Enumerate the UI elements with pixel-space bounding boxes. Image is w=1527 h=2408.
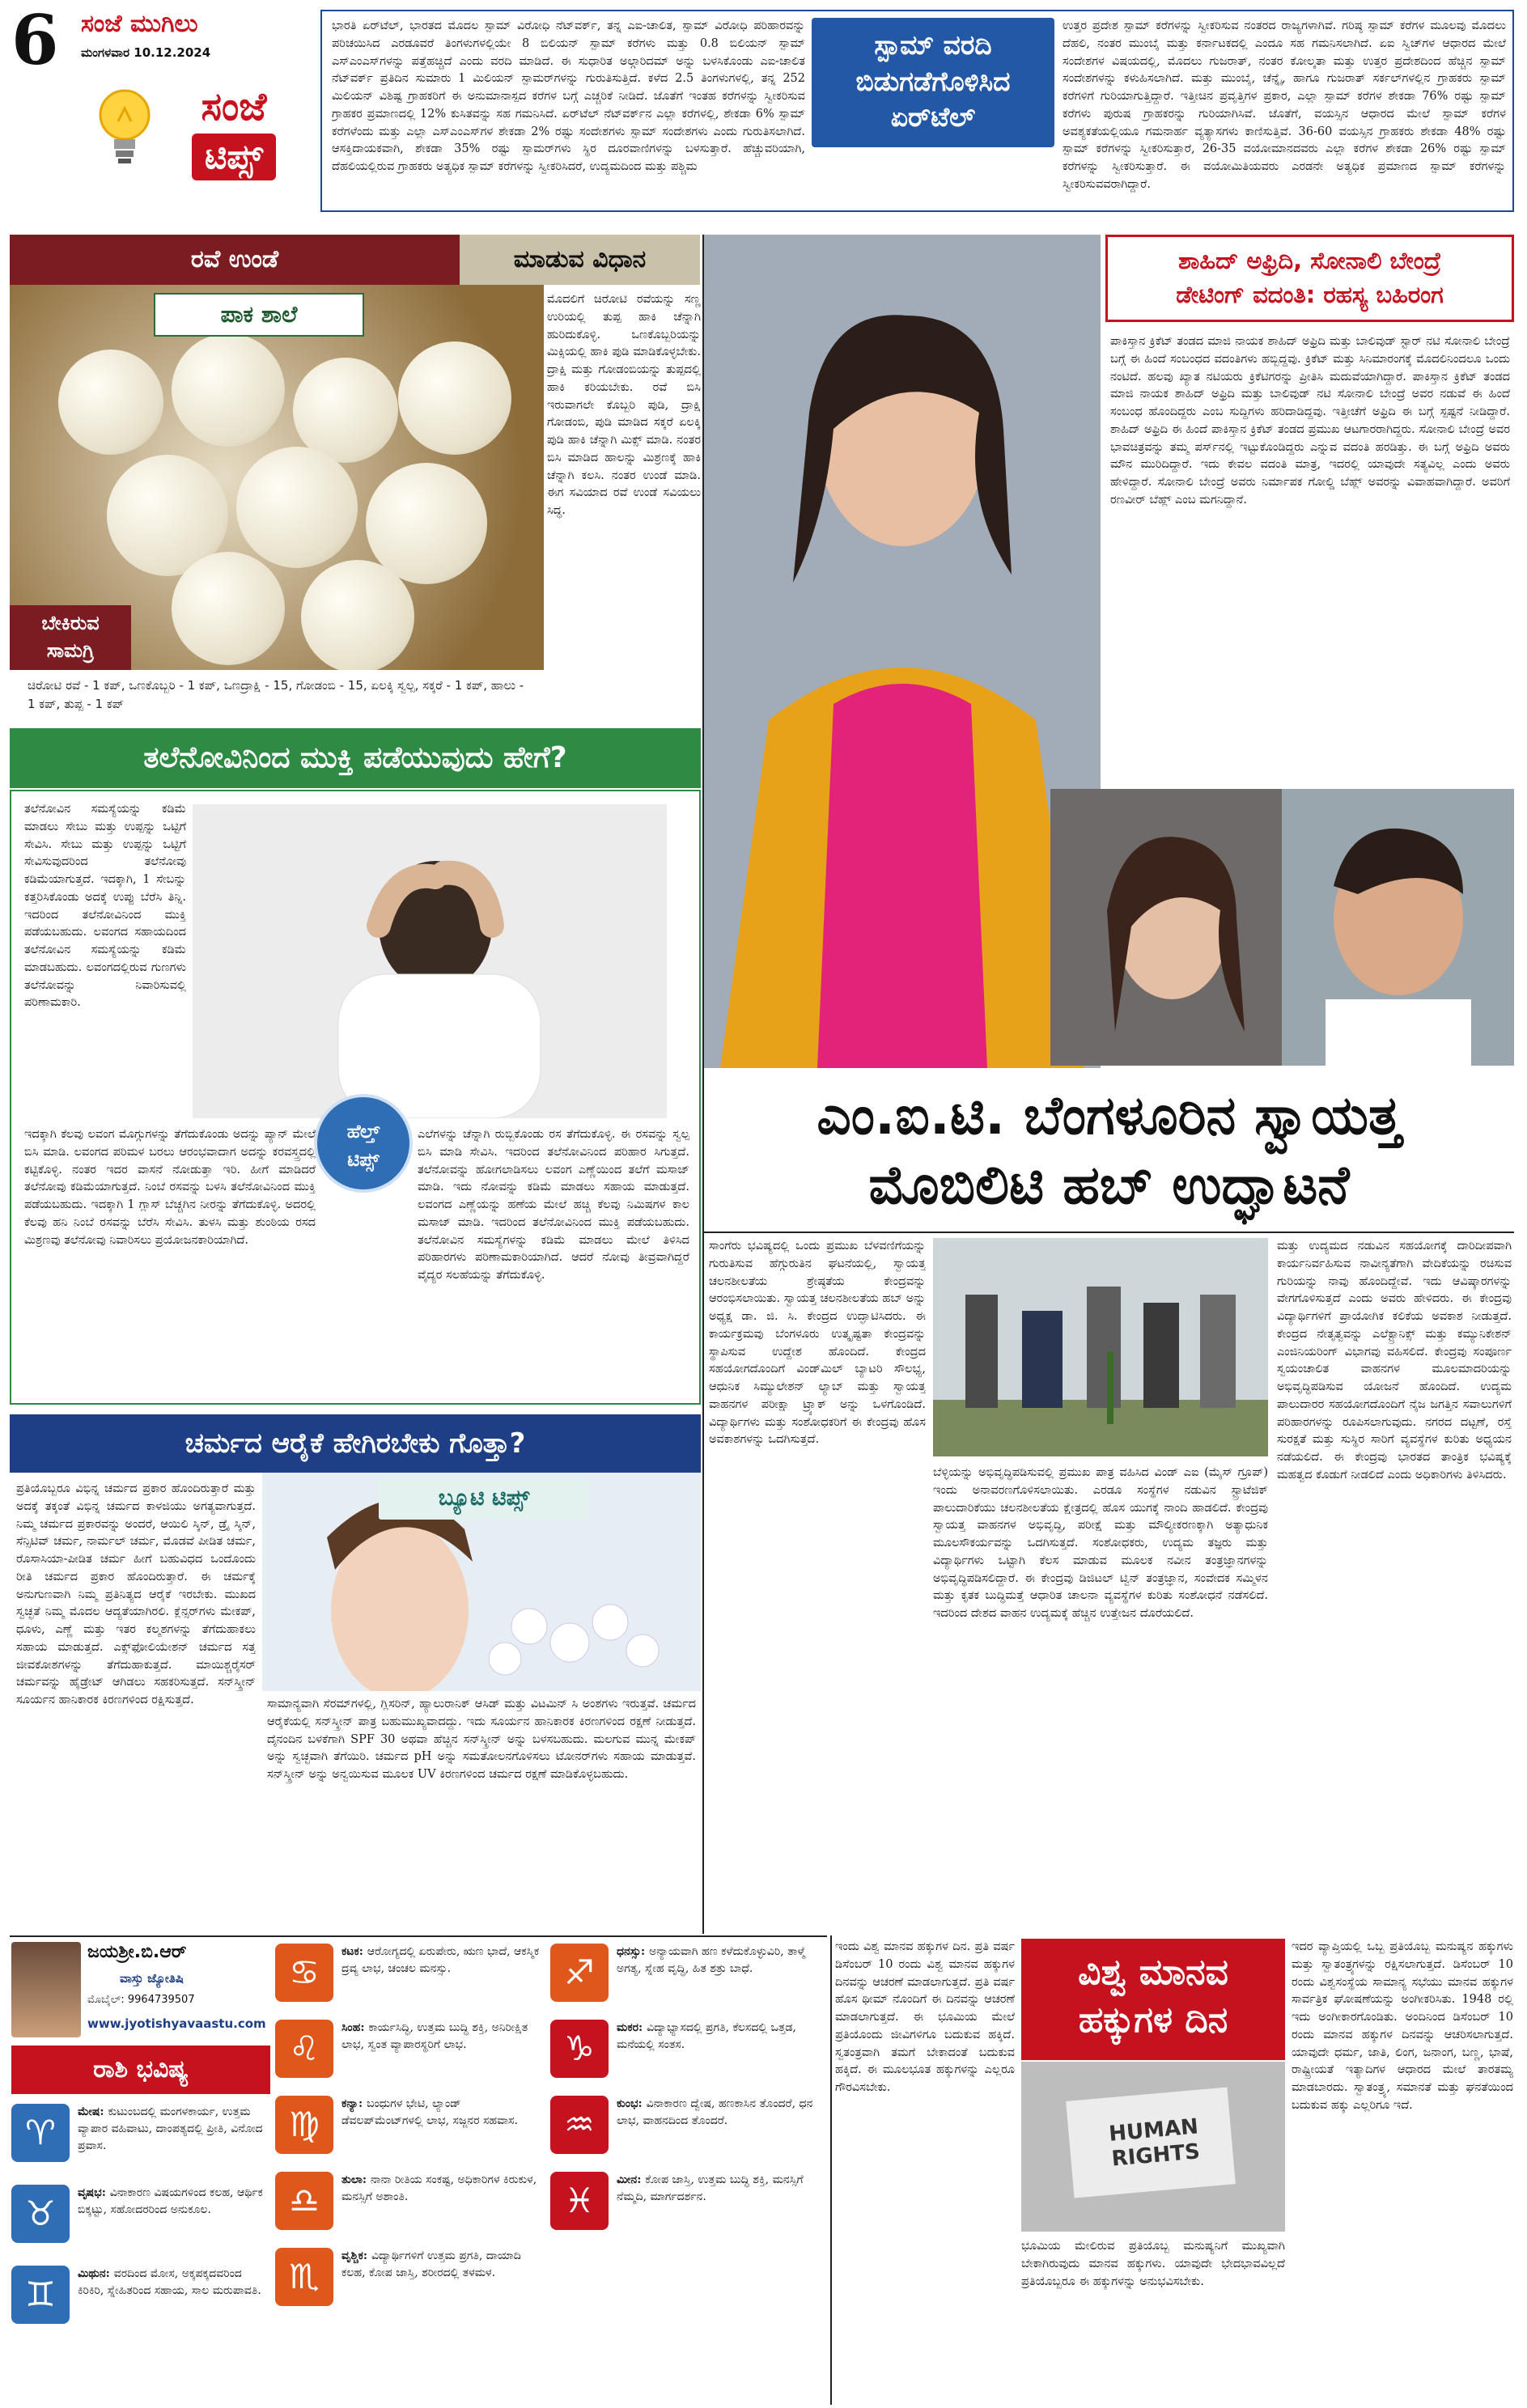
- zodiac-prediction: ವಿನಾಕಾರಣ ವಿಷಯಗಳಿಂದ ಕಲಹ, ಆರ್ಥಿಕ ಬಿಕ್ಕಟ್ಟು, ಸಹೋದರರಿಂದ ಅನುಕೂಲ.: [78, 2186, 263, 2216]
- zodiac-prediction: ವರದಿಂದ ಮೋಸ, ಅಕ್ಕಪಕ್ಕದವರಿಂದ ಕಿರಿಕಿರಿ, ಸ್ನೇಹಿತರಿಂದ ಸಹಾಯ, ಸಾಲ ಮರುಪಾವತಿ.: [78, 2267, 261, 2297]
- astrologer-name: ಜಯಶ್ರೀ.ಬಿ.ಆರ್: [87, 1942, 187, 1962]
- ingredients-list: ಚಿರೋಟಿ ರವೆ - 1 ಕಪ್, ಒಣಕೊಬ್ಬರಿ - 1 ಕಪ್, ಒಣದ್ರಾಕ್ಷಿ - 15, ಗೋಡಂಬಿ - 15, ಏಲಕ್ಕಿ ಸ್ವಲ್ಪ, ಸಕ್ಕರೆ - 1 ಕಪ್, ಹಾಲು - 1 ಕಪ್, ತುಪ್ಪ - 1 ಕಪ್: [10, 673, 544, 719]
- zodiac-icon: ♐: [550, 1944, 609, 2002]
- zodiac-name: ಕಟಕ:: [341, 1945, 367, 1958]
- zodiac-name: ಮಿಥುನ:: [78, 2267, 114, 2280]
- column-divider: [830, 1935, 832, 2405]
- zodiac-text: [617, 2096, 819, 2167]
- headache-col-2: ಎಲೆಗಳನ್ನು ಚೆನ್ನಾಗಿ ರುಬ್ಬಿಕೊಂಡು ರಸ ತೆಗೆದುಕೊಳ್ಳಿ. ಈ ರಸವನ್ನು ಸ್ವಲ್ಪ ಬಿಸಿ ಮಾಡಿ ಸೇವಿಸಿ. ಇದರಿಂದ ತಲೆನೋವಿನಿಂದ ಪರಿಹಾರ ಸಿಗುತ್ತದೆ. ತಲೆನೋವನ್ನು ಹೋಗಲಾಡಿಸಲು ಲವಂಗ ಎಣ್ಣೆಯಿಂದ ತಲೆಗೆ ಮಸಾಜ್ ಮಾಡಿ. ಇದು ನೋವನ್ನು ಕಡಿಮೆ ಮಾಡಲು ಸಹಾಯ ಮಾಡುತ್ತದೆ. ಲವಂಗದ ಎಣ್ಣೆಯನ್ನು ಹಣೆಯ ಮೇಲೆ ಹಚ್ಚಿ ಕೆಲವು ನಿಮಿಷಗಳ ಕಾಲ ಮಸಾಜ್ ಮಾಡಿ. ಇದರಿಂದ ತಲೆನೋವಿನಿಂದ ಮುಕ್ತಿ ಪಡೆಯಬಹುದು. ತಲೆನೋವಿನ ಸಮಸ್ಯೆಗಳನ್ನು ಕಡಿಮೆ ಮಾಡಲು ಮೇಲೆ ತಿಳಿಸಿದ ಪರಿಹಾರಗಳು ಪರಿಣಾಮಕಾರಿಯಾಗಿದೆ. ಆದರೆ ನೋವು ತೀವ್ರವಾಗಿದ್ದರೆ ವೈದ್ಯರ ಸಲಹೆಯನ್ನು ತೆಗೆದುಕೊಳ್ಳಿ.: [418, 1128, 689, 1282]
- paper-name: ಸಂಜೆ ಮುಗಿಲು: [81, 10, 198, 38]
- ingredients-label-l1: ಬೇಕಿರುವ: [41, 612, 100, 634]
- zodiac-name: ಮೀನ:: [617, 2173, 646, 2186]
- ait-headline-l2: ಮೊಬಿಲಿಟಿ ಹಬ್ ಉದ್ಘಾಟನೆ: [868, 1153, 1350, 1216]
- zodiac-name: ಮಕರ:: [617, 2021, 647, 2034]
- skin-col-2: ಸಾಮಾನ್ಯವಾಗಿ ಸೆರಮ್‌ಗಳಲ್ಲಿ, ಗ್ಲಿಸರಿನ್, ಹ್ಯಾಲುರಾನಿಕ್ ಆಸಿಡ್ ಮತ್ತು ವಿಟಮಿನ್ ಸಿ ಅಂಶಗಳು ಇರುತ್ತವೆ. ಚರ್ಮದ ಆರೈಕೆಯಲ್ಲಿ ಸನ್‌ಸ್ಕ್ರೀನ್ ಪಾತ್ರ ಬಹುಮುಖ್ಯವಾದದ್ದು. ಇದು ಸೂರ್ಯನ ಹಾನಿಕಾರಕ ಕಿರಣಗಳಿಂದ ರಕ್ಷಣೆ ನೀಡುತ್ತದೆ. ದೈನಂದಿನ ಬಳಕೆಗಾಗಿ SPF 30 ಅಥವಾ ಹೆಚ್ಚಿನ ಸನ್‌ಸ್ಕ್ರೀನ್ ಅನ್ನು ಬಳಸಬಹುದು. ಮಲಗುವ ಮುನ್ನ ಮೇಕಪ್ ಅನ್ನು ಸ್ವಚ್ಛವಾಗಿ ತೆಗೆಯಿರಿ. ಚರ್ಮದ pH ಅನ್ನು ಸಮತೋಲನಗೊಳಿಸಲು ಟೋನರ್‌ಗಳು ಸಹಾಯ ಮಾಡುತ್ತವೆ. ಸನ್‌ಸ್ಕ್ರೀನ್ ಅನ್ನು ಅನ್ವಯಿಸುವ ಮೂಲಕ UV ಕಿರಣಗಳಿಂದ ಚರ್ಮದ ರಕ್ಷಣೆ ಮಾಡಿಕೊಳ್ಳಬಹುದು.: [267, 1698, 696, 1781]
- zodiac-icon: ♋: [275, 1944, 333, 2002]
- human-rights-col-1: ಇಂದು ವಿಶ್ವ ಮಾನವ ಹಕ್ಕುಗಳ ದಿನ. ಪ್ರತಿ ವರ್ಷ ಡಿಸೆಂಬರ್ 10 ರಂದು ವಿಶ್ವ ಮಾನವ ಹಕ್ಕುಗಳ ದಿನವನ್ನು ಆಚರಣೆ ಮಾಡಲಾಗುತ್ತದೆ. ಪ್ರತಿ ವರ್ಷ ಹೊಸ ಥೀಮ್ ನೊಂದಿಗೆ ಈ ದಿನವನ್ನು ಆಚರಣೆ ಮಾಡಲಾಗುತ್ತದೆ. ಈ ಭೂಮಿಯ ಮೇಲೆ ಪ್ರತಿಯೊಂದು ಜೀವಿಗಳಿಗೂ ಬದುಕುವ ಹಕ್ಕಿದೆ. ಸ್ವತಂತ್ರವಾಗಿ ತಮಗೆ ಬೇಕಾದಂತೆ ಬದುಕುವ ಹಕ್ಕಿದೆ. ಈ ಮೂಲಭೂತ ಹಕ್ಕುಗಳನ್ನು ಎಲ್ಲರೂ ಗೌರವಿಸಬೇಕು.: [835, 1940, 1015, 2094]
- ait-col-3: ಮತ್ತು ಉದ್ಯಮದ ನಡುವಿನ ಸಹಯೋಗಕ್ಕೆ ದಾರಿದೀಪವಾಗಿ ಕಾರ್ಯನಿರ್ವಹಿಸುವ ನಾವೀನ್ಯತೆಗಾಗಿ ವೇದಿಕೆಯನ್ನು ರಚಿಸುವ ಗುರಿಯನ್ನು ನಾವು ಹೊಂದಿದ್ದೇವೆ. ಇದು ಆವಿಷ್ಕಾರಗಳನ್ನು ವೇಗಗೊಳಿಸುತ್ತದೆ ಎಂದು ಅವರು ಹೇಳಿದರು. ಈ ಕೇಂದ್ರವು ವಿದ್ಯಾರ್ಥಿಗಳಿಗೆ ಪ್ರಾಯೋಗಿಕ ಕಲಿಕೆಯ ಅವಕಾಶ ನೀಡುತ್ತದೆ. ಕೇಂದ್ರದ ನೇತೃತ್ವವನ್ನು ಎಲೆಕ್ಟ್ರಾನಿಕ್ಸ್ ಮತ್ತು ಕಮ್ಯುನಿಕೇಶನ್ ಎಂಜಿನಿಯರಿಂಗ್ ವಿಭಾಗವು ವಹಿಸಲಿದೆ. ಕೇಂದ್ರವು ಸಂಪೂರ್ಣ ಸ್ವಯಂಚಾಲಿತ ವಾಹನಗಳ ಮೂಲಮಾದರಿಯನ್ನು ಅಭಿವೃದ್ಧಿಪಡಿಸುವ ಯೋಜನೆ ಹೊಂದಿದೆ. ಉದ್ಯಮ ಪಾಲುದಾರರ ಸಹಯೋಗದೊಂದಿಗೆ ನೈಜ ಜಗತ್ತಿನ ಸವಾಲುಗಳಿಗೆ ಪರಿಹಾರಗಳನ್ನು ರೂಪಿಸಲಾಗುವುದು. ನಗರದ ದಟ್ಟಣೆ, ರಸ್ತೆ ಸುರಕ್ಷತೆ ಮತ್ತು ಸುಸ್ಥಿರ ಸಾರಿಗೆ ವ್ಯವಸ್ಥೆಗಳ ಕುರಿತು ಅಧ್ಯಯನ ನಡೆಯಲಿದೆ. ಈ ಕೇಂದ್ರವು ಭಾರತದ ತಾಂತ್ರಿಕ ಭವಿಷ್ಯಕ್ಕೆ ಮಹತ್ವದ ಕೊಡುಗೆ ನೀಡಲಿದೆ ಎಂದು ಅಧಿಕಾರಿಗಳು ತಿಳಿಸಿದರು.: [1277, 1240, 1512, 1482]
- zodiac-prediction: ಬಂಧುಗಳ ಭೇಟಿ, ಲ್ಯಾಂಡ್ ಡೆವಲಪ್‌ಮೆಂಟ್‌ಗಳಲ್ಲಿ ಲಾಭ, ಸಜ್ಜನರ ಸಹವಾಸ.: [341, 2097, 518, 2127]
- airtel-col-1: ಭಾರತಿ ಏರ್‌ಟೆಲ್, ಭಾರತದ ಮೊದಲ ಸ್ಪಾಮ್ ವಿರೋಧಿ ನೆಟ್‌ವರ್ಕ್, ತನ್ನ ಎಐ-ಚಾಲಿತ, ಸ್ಪಾಮ್ ವಿರೋಧಿ ಪರಿಹಾರವನ್ನು ಪರಿಚಯಿಸಿದ ಎರಡೂವರೆ ತಿಂಗಳುಗಳಲ್ಲಿಯೇ 8 ಬಿಲಿಯನ್ ಸ್ಪಾಮ್ ಕರೆಗಳು ಮತ್ತು 0.8 ಬಿಲಿಯನ್ ಸ್ಪಾಮ್ ಎಸ್‌ಎಂಎಸ್‌ಗಳನ್ನು ಪತ್ತೆಹಚ್ಚಿದೆ ಎಂದು ವರದಿ ಮಾಡಿದೆ. ಈ ಸುಧಾರಿತ ಅಲ್ಗಾರಿದಮ್ ಅನ್ನು ಬಳಸಿಕೊಂಡು ಎಐ-ಚಾಲಿತ ನೆಟ್‌ವರ್ಕ್ ಪ್ರತಿದಿನ ಸುಮಾರು 1 ಮಿಲಿಯನ್ ಸ್ಪಾಮರ್‌ಗಳನ್ನು ಗುರುತಿಸುತ್ತಿದೆ. ಕಳೆದ 2.5 ತಿಂಗಳುಗಳಲ್ಲಿ, ತನ್ನ 252 ಮಿಲಿಯನ್ ವಿಶಿಷ್ಟ ಗ್ರಾಹಕರಿಗೆ ಈ ಅನುಮಾನಾಸ್ಪದ ಕರೆಗಳ ಬಗ್ಗೆ ಎಚ್ಚರಿಕೆ ನೀಡಿದೆ. ಜೊತೆಗೆ ಇಂತಹ ಕರೆಗಳನ್ನು ಸ್ವೀಕರಿಸುವ ಗ್ರಾಹಕರ ಪ್ರಮಾಣದಲ್ಲಿ 12% ಕುಸಿತವನ್ನು ಸಹ ಗಮನಿಸಿದೆ. ಏರ್‌ಟೆಲ್ ನೆಟ್‌ವರ್ಕ್‌ನ ಎಲ್ಲಾ ಕರೆಗಳಲ್ಲಿ, ಶೇಕಡಾ 6% ಸ್ಪಾಮ್ ಕರೆಗಳೆಂದು ಮತ್ತು ಎಲ್ಲಾ ಎಸ್‌ಎಂಎಸ್‌ಗಳ ಶೇಕಡಾ 2% ರಷ್ಟು ಸಂದೇಶಗಳು ಸ್ಪಾಮ್ ಸಂದೇಶಗಳು ಎಂದು ಗುರುತಿಸಲಾಗಿದೆ. ಆಸಕ್ತಿದಾಯಕವಾಗಿ, ಶೇಕಡಾ 35% ರಷ್ಟು ಸ್ಪಾಮರ್‌ಗಳು ಸ್ಥಿರ ದೂರವಾಣಿಗಳನ್ನು ಬಳಸುತ್ತಾರೆ. ಹೆಚ್ಚುವರಿಯಾಗಿ, ದೆಹಲಿಯಲ್ಲಿರುವ ಗ್ರಾಹಕರು ಅತ್ಯಧಿಕ ಸ್ಪಾಮ್ ಕರೆಗಳನ್ನು ಸ್ವೀಕರಿಸಿದರೆ, ಉದ್ಯಮದಿಂದ ಮತ್ತು ಪಶ್ಚಿಮ: [332, 19, 805, 173]
- zodiac-icon: ♍: [275, 2096, 333, 2154]
- zodiac-prediction: ಆರೋಗ್ಯದಲ್ಲಿ ಏರುಪೇರು, ಋಣ ಭಾದೆ, ಆಕಸ್ಮಿಕ ದ್ರವ್ಯ ಲಾಭ, ಚಂಚಲ ಮನಸ್ಸು.: [341, 1945, 540, 1975]
- zodiac-prediction: ವಿದ್ಯಾರ್ಥಿಗಳಿಗೆ ಉತ್ತಮ ಪ್ರಗತಿ, ದಾಯಾದಿ ಕಲಹ, ಕೋಪ ಜಾಸ್ತಿ, ಶರೀರದಲ್ಲಿ ತಳಮಳ.: [341, 2249, 521, 2279]
- headache-col-1b: ಇದಕ್ಕಾಗಿ ಕೆಲವು ಲವಂಗ ಮೊಗ್ಗುಗಳನ್ನು ತೆಗೆದುಕೊಂಡು ಅದನ್ನು ಪ್ಯಾನ್ ಮೇಲೆ ಬಿಸಿ ಮಾಡಿ. ಲವಂಗದ ಪರಿಮಳ ಬರಲು ಆರಂಭವಾದಾಗ ಅದನ್ನು ಕರವಸ್ತ್ರದಲ್ಲಿ ಕಟ್ಟಿಕೊಳ್ಳಿ. ನಂತರ ಇದರ ವಾಸನೆ ನೋಡುತ್ತಾ ಇರಿ. ಹೀಗೆ ಮಾಡಿದರೆ ತಲೆನೋವು ಕಡಿಮೆಯಾಗುತ್ತದೆ. ನಿಂಬೆ ರಸವನ್ನು ಬಳಸಿ ತಲೆನೋವಿನಿಂದ ಮುಕ್ತಿ ಪಡೆಯಬಹುದು. ಇದಕ್ಕಾಗಿ 1 ಗ್ಲಾಸ್ ಬೆಚ್ಚಗಿನ ನೀರನ್ನು ತೆಗೆದುಕೊಳ್ಳಿ. ಅದರಲ್ಲಿ ಕೆಲವು ಹನಿ ನಿಂಬೆ ರಸವನ್ನು ಬೆರೆಸಿ ಸೇವಿಸಿ. ತುಳಸಿ ಮತ್ತು ಶುಂಠಿಯ ರಸದ ಮಿಶ್ರಣವು ತಲೆನೋವು ನಿವಾರಿಸಲು ಪ್ರಯೋಜನಕಾರಿಯಾಗಿದೆ.: [24, 1128, 316, 1247]
- airtel-headline: [812, 18, 1054, 147]
- skin-headline: ಚರ್ಮದ ಆರೈಕೆ ಹೇಗಿರಬೇಕು ಗೊತ್ತಾ?: [10, 1414, 701, 1473]
- zodiac-name: ಮೇಷ:: [78, 2105, 108, 2118]
- afridi-headline-l2: ಡೇಟಿಂಗ್ ವದಂತಿ: ರಹಸ್ಯ ಬಹಿರಂಗ: [1176, 281, 1444, 309]
- section-divider: [704, 1232, 1514, 1233]
- zodiac-text: [78, 2185, 264, 2256]
- ait-headline-l1: ಎಂ.ಐ.ಟಿ. ಬೆಂಗಳೂರಿನ ಸ್ವಾಯತ್ತ: [817, 1084, 1402, 1147]
- inauguration-photo: [933, 1238, 1268, 1456]
- zodiac-name: ಕುಂಭ:: [617, 2097, 647, 2110]
- zodiac-text: [617, 1944, 819, 2015]
- zodiac-icon: ♑: [550, 2020, 609, 2078]
- ait-col-1: ಸಾಂಗೆರು ಭವಿಷ್ಯದಲ್ಲಿ ಒಂದು ಪ್ರಮುಖ ಬೆಳವಣಿಗೆಯನ್ನು ಗುರುತಿಸುವ ಹೆಗ್ಗುರುತಿನ ಘಟನೆಯಲ್ಲಿ, ಸ್ವಾಯತ್ತ ಚಲನಶೀಲತೆಯ ಶ್ರೇಷ್ಠತೆಯ ಕೇಂದ್ರವನ್ನು ಆರಂಭಿಸಲಾಯಿತು. ಸ್ವಾಯತ್ತ ಚಲನಶೀಲತೆಯ ಹಬ್ ಅನ್ನು ಅಧ್ಯಕ್ಷ ಡಾ. ಜಿ. ಸಿ. ಕೇಂದ್ರದ ಉದ್ಘಾಟಿಸಿದರು. ಈ ಕಾರ್ಯಕ್ರಮವು ಬೆಂಗಳೂರು ಉತ್ಕೃಷ್ಟತಾ ಕೇಂದ್ರವನ್ನು ಸ್ಥಾಪಿಸುವ ಉದ್ದೇಶ ಹೊಂದಿದೆ. ಕೇಂದ್ರದ ಸಹಯೋಗದೊಂದಿಗೆ ವಿಂಡ್‌ಮಿಲ್ ಬ್ಯಾಟರಿ ಸೌಲಭ್ಯ, ಆಧುನಿಕ ಸಿಮ್ಯುಲೇಶನ್ ಲ್ಯಾಬ್ ಮತ್ತು ಸ್ವಾಯತ್ತ ವಾಹನಗಳ ಪರೀಕ್ಷಾ ಟ್ರ್ಯಾಕ್ ಅನ್ನು ಒಳಗೊಂಡಿದೆ. ವಿದ್ಯಾರ್ಥಿಗಳು ಮತ್ತು ಸಂಶೋಧಕರಿಗೆ ಈ ಕೇಂದ್ರವು ಹೊಸ ಅವಕಾಶಗಳನ್ನು ಒದಗಿಸುತ್ತದೆ.: [709, 1240, 926, 1447]
- zodiac-name: ಧನಸ್ಸು:: [617, 1945, 650, 1958]
- section-badge: [165, 86, 303, 180]
- section-word-1: ಸಂಜೆ: [201, 84, 267, 129]
- ait-headline: [704, 1070, 1514, 1228]
- rava-method-label: ಮಾಡುವ ವಿಧಾನ: [460, 235, 700, 285]
- astrologer-photo: [11, 1942, 81, 2037]
- ait-col-2: ಬೆಳ್ಳಿಯನ್ನು ಅಭಿವೃದ್ಧಿಪಡಿಸುವಲ್ಲಿ ಪ್ರಮುಖ ಪಾತ್ರ ವಹಿಸಿದ ವಿಂಡ್ ಎಐ (ಮೈಸ್ ಗ್ರೂಪ್) ಇಂದು ಅನಾವರಣಗೊಳಿಸಲಾಯಿತು. ಎರಡೂ ಸಂಸ್ಥೆಗಳ ನಡುವಿನ ಸ್ಟ್ರಾಟೆಜಿಕ್ ಪಾಲುದಾರಿಕೆಯು ಚಲನಶೀಲತೆಯ ಕ್ಷೇತ್ರದಲ್ಲಿ ಹೊಸ ಯುಗಕ್ಕೆ ನಾಂದಿ ಹಾಡಲಿದೆ. ಕೇಂದ್ರವು ಸ್ವಾಯತ್ತ ವಾಹನಗಳ ಅಭಿವೃದ್ಧಿ, ಪರೀಕ್ಷೆ ಮತ್ತು ಮೌಲ್ಯೀಕರಣಕ್ಕಾಗಿ ಅತ್ಯಾಧುನಿಕ ಮೂಲಸೌಕರ್ಯವನ್ನು ಒದಗಿಸುತ್ತದೆ. ಸಂಶೋಧಕರು, ಉದ್ಯಮ ತಜ್ಞರು ಮತ್ತು ವಿದ್ಯಾರ್ಥಿಗಳು ಒಟ್ಟಾಗಿ ಕೆಲಸ ಮಾಡುವ ಮೂಲಕ ನವೀನ ತಂತ್ರಜ್ಞಾನಗಳನ್ನು ಅಭಿವೃದ್ಧಿಪಡಿಸಲಿದ್ದಾರೆ. ಈ ಕೇಂದ್ರವು ಡಿಜಿಟಲ್ ಟ್ವಿನ್ ತಂತ್ರಜ್ಞಾನ, ಸಂವೇದಕ ಸಮ್ಮಿಳನ ಮತ್ತು ಕೃತಕ ಬುದ್ಧಿಮತ್ತೆ ಆಧಾರಿತ ಚಾಲನಾ ವ್ಯವಸ್ಥೆಗಳ ಕುರಿತು ಸಂಶೋಧನೆ ನಡೆಸಲಿದೆ. ಇದರಿಂದ ದೇಶದ ವಾಹನ ಉದ್ಯಮಕ್ಕೆ ಹೆಚ್ಚಿನ ಉತ್ತೇಜನ ದೊರೆಯಲಿದೆ.: [933, 1466, 1268, 1620]
- zodiac-icon: ♈: [11, 2104, 70, 2162]
- headache-col-1: ತಲೆನೋವಿನ ಸಮಸ್ಯೆಯನ್ನು ಕಡಿಮೆ ಮಾಡಲು ಸೇಬು ಮತ್ತು ಉಪ್ಪನ್ನು ಒಟ್ಟಿಗೆ ಸೇವಿಸಿ. ಸೇಬು ಮತ್ತು ಉಪ್ಪನ್ನು ಒಟ್ಟಿಗೆ ಸೇವಿಸುವುದರಿಂದ ತಲೆನೋವು ಕಡಿಮೆಯಾಗುತ್ತದೆ. ಇದಕ್ಕಾಗಿ, 1 ಸೇಬನ್ನು ಕತ್ತರಿಸಿಕೊಂಡು ಅದಕ್ಕೆ ಉಪ್ಪು ಬೆರೆಸಿ ತಿನ್ನಿ. ಇದರಿಂದ ತಲೆನೋವಿನಿಂದ ಮುಕ್ತಿ ಪಡೆಯಬಹುದು. ಲವಂಗದ ಸಹಾಯದಿಂದ ತಲೆನೋವಿನ ಸಮಸ್ಯೆಯನ್ನು ಕಡಿಮೆ ಮಾಡಬಹುದು. ಲವಂಗದಲ್ಲಿರುವ ಗುಣಗಳು ತಲೆನೋವನ್ನು ನಿವಾರಿಸುವಲ್ಲಿ ಪರಿಣಾಮಕಾರಿ.: [24, 803, 186, 1010]
- zodiac-text: [341, 2248, 544, 2319]
- afridi-article-text: ಪಾಕಿಸ್ತಾನ ಕ್ರಿಕೆಟ್ ತಂಡದ ಮಾಜಿ ನಾಯಕ ಶಾಹಿದ್ ಅಫ್ರಿದಿ ಮತ್ತು ಬಾಲಿವುಡ್ ಸ್ಟಾರ್ ನಟಿ ಸೋನಾಲಿ ಬೇಂದ್ರೆ ಬಗ್ಗೆ ಈ ಹಿಂದೆ ಸಂಬಂಧದ ವದಂತಿಗಳು ಹಬ್ಬಿದ್ದವು. ಕ್ರಿಕೆಟ್ ಮತ್ತು ಸಿನಿಮಾರಂಗಕ್ಕೆ ಮೊದಲಿನಿಂದಲೂ ಒಂದು ನಂಟಿದೆ. ಹಲವು ಖ್ಯಾತ ನಟಿಯರು ಕ್ರಿಕೆಟಿಗರನ್ನು ಪ್ರೀತಿಸಿ ಮದುವೆಯಾಗಿದ್ದಾರೆ. ಪಾಕಿಸ್ತಾನ ಕ್ರಿಕೆಟ್ ತಂಡದ ಮಾಜಿ ನಾಯಕ ಶಾಹಿದ್ ಅಫ್ರಿದಿ ಮತ್ತು ಬಾಲಿವುಡ್ ನಟಿ ಸೋನಾಲಿ ಬೇಂದ್ರೆ ಅವರ ನಡುವೆ ಈ ಹಿಂದೆ ಸಂಬಂಧ ಹೊಂದಿದ್ದರು ಎಂಬ ಸುದ್ದಿಗಳು ಹರಿದಾಡಿದ್ದವು. ಇತ್ತೀಚೆಗೆ ಅಫ್ರಿದಿ ಈ ಬಗ್ಗೆ ಸ್ಪಷ್ಟನೆ ನೀಡಿದ್ದಾರೆ. ಶಾಹಿದ್ ಅಫ್ರಿದಿ ಈ ಹಿಂದೆ ಪಾಕಿಸ್ತಾನ ಕ್ರಿಕೆಟ್ ತಂಡದ ಪ್ರಮುಖ ಆಟಗಾರರಾಗಿದ್ದರು. ಸೋನಾಲಿ ಬೇಂದ್ರೆ ಅವರ ಭಾವಚಿತ್ರವನ್ನು ತಮ್ಮ ಪರ್ಸ್‌ನಲ್ಲಿ ಇಟ್ಟುಕೊಂಡಿದ್ದರು ಎನ್ನುವ ವದಂತಿ ಹರಡಿತ್ತು. ಈ ಬಗ್ಗೆ ಅಫ್ರಿದಿ ಅವರು ಮೌನ ಮುರಿದಿದ್ದಾರೆ. ಇದು ಕೇವಲ ವದಂತಿ ಮಾತ್ರ, ಇದರಲ್ಲಿ ಯಾವುದೇ ಸತ್ಯವಿಲ್ಲ ಎಂದು ಅವರು ಹೇಳಿದ್ದಾರೆ. ಸೋನಾಲಿ ಬೇಂದ್ರೆ ಅವರು ನಿರ್ಮಾಪಕ ಗೋಲ್ಡಿ ಬೆಹ್ಲ್ ಅವರನ್ನು ವಿವಾಹವಾಗಿದ್ದಾರೆ. ಅವರಿಗೆ ರಣವೀರ್ ಬೆಹ್ಲ್ ಎಂಬ ಮಗನಿದ್ದಾನೆ.: [1110, 335, 1510, 507]
- zodiac-name: ವೃಶ್ಚಿಕ:: [341, 2249, 371, 2262]
- zodiac-name: ತುಲಾ:: [341, 2173, 371, 2186]
- page-number: 6: [11, 0, 59, 80]
- astrologer-website: www.jyotishyavaastu.com: [87, 2016, 266, 2031]
- issue-date: ಮಂಗಳವಾರ 10.12.2024: [81, 45, 211, 60]
- zodiac-text: [341, 2096, 544, 2167]
- horoscope-title: ರಾಶಿ ಭವಿಷ್ಯ: [11, 2046, 270, 2094]
- zodiac-text: [341, 1944, 544, 2015]
- zodiac-name: ವೃಷಭ:: [78, 2186, 110, 2199]
- zodiac-prediction: ಕುಟುಂಬದಲ್ಲಿ ಮಂಗಳಕಾರ್ಯ, ಉತ್ತಮ ವ್ಯಾಪಾರ ವಹಿವಾಟು, ದಾಂಪತ್ಯದಲ್ಲಿ ಪ್ರೀತಿ, ವಿನೋದ ಪ್ರವಾಸ.: [78, 2105, 263, 2152]
- rava-method-text: ಮೊದಲಿಗೆ ಚಿರೋಟಿ ರವೆಯನ್ನು ಸಣ್ಣ ಉರಿಯಲ್ಲಿ ತುಪ್ಪ ಹಾಕಿ ಚೆನ್ನಾಗಿ ಹುರಿದುಕೊಳ್ಳಿ. ಒಣಕೊಬ್ಬರಿಯನ್ನು ಮಿಕ್ಸಿಯಲ್ಲಿ ಹಾಕಿ ಪುಡಿ ಮಾಡಿಕೊಳ್ಳಬೇಕು. ದ್ರಾಕ್ಷಿ ಮತ್ತು ಗೋಡಂಬಿಯನ್ನು ತುಪ್ಪದಲ್ಲಿ ಹಾಕಿ ಕರಿಯಬೇಕು. ರವೆ ಬಿಸಿ ಇರುವಾಗಲೇ ಕೊಬ್ಬರಿ ಪುಡಿ, ದ್ರಾಕ್ಷಿ ಗೋಡಂಬಿ, ಪುಡಿ ಮಾಡಿದ ಸಕ್ಕರೆ ಏಲಕ್ಕಿ ಪುಡಿ ಹಾಕಿ ಚೆನ್ನಾಗಿ ಮಿಕ್ಸ್ ಮಾಡಿ. ನಂತರ ಬಿಸಿ ಮಾಡಿದ ಹಾಲನ್ನು ಮಿಶ್ರಣಕ್ಕೆ ಹಾಕಿ ಚೆನ್ನಾಗಿ ಕಲಸಿ. ನಂತರ ಉಂಡೆ ಮಾಡಿ. ಈಗ ಸವಿಯಾದ ರವೆ ಉಂಡೆ ಸವಿಯಲು ಸಿದ್ಧ.: [547, 293, 701, 517]
- zodiac-prediction: ಕಾರ್ಯಸಿದ್ಧಿ, ಉತ್ತಮ ಬುದ್ಧಿ ಶಕ್ತಿ, ಅನಿರೀಕ್ಷಿತ ಲಾಭ, ಸ್ವಂತ ವ್ಯಾಪಾರಸ್ಥರಿಗೆ ಲಾಭ.: [341, 2021, 528, 2051]
- afridi-headline: [1105, 235, 1514, 322]
- health-tips-badge: [314, 1094, 413, 1193]
- beauty-tips-badge: ಬ್ಯೂಟಿ ಟಿಪ್ಸ್: [379, 1477, 589, 1520]
- human-rights-headline: [1021, 1939, 1285, 2060]
- astrologer-title: ವಾಸ್ತು ಜ್ಯೋತಿಷಿ: [120, 1971, 184, 1986]
- zodiac-icon: ♊: [11, 2266, 70, 2324]
- lightbulb-icon: [92, 81, 157, 170]
- section-label-kitchen: ಪಾಕ ಶಾಲೆ: [154, 293, 364, 337]
- human-rights-photo: [1021, 2062, 1285, 2232]
- zodiac-text: [341, 2020, 544, 2091]
- ingredients-label: [10, 605, 131, 670]
- zodiac-icon: ♌: [275, 2020, 333, 2078]
- zodiac-prediction: ವಿನಾಕಾರಣ ದ್ವೇಷ, ಹಣಕಾಸಿನ ತೊಂದರೆ, ಧನ ಲಾಭ, ವಾಹನದಿಂದ ತೊಂದರೆ.: [617, 2097, 813, 2127]
- zodiac-prediction: ಕೋಪ ಜಾಸ್ತಿ, ಉತ್ತಮ ಬುದ್ಧಿ ಶಕ್ತಿ, ಮನಸ್ಸಿಗೆ ನೆಮ್ಮದಿ, ಮಾರ್ಗದರ್ಶನ.: [617, 2173, 804, 2203]
- health-badge-l1: ಹೆಲ್ತ್: [346, 1121, 380, 1143]
- airtel-headline-l1: ಸ್ಪಾಮ್ ವರದಿ: [874, 29, 992, 61]
- couple-photo: [1050, 789, 1514, 1066]
- zodiac-prediction: ನಾನಾ ರೀತಿಯ ಸಂಕಷ್ಟ, ಅಧಿಕಾರಿಗಳ ಕಿರುಕುಳ, ಮನಸ್ಸಿಗೆ ಅಶಾಂತಿ.: [341, 2173, 537, 2203]
- human-rights-sign-text: HUMAN RIGHTS: [1108, 2114, 1202, 2172]
- airtel-headline-l3: ಏರ್‌ಟೆಲ್: [890, 101, 976, 134]
- zodiac-text: [78, 2266, 264, 2337]
- zodiac-prediction: ಅನ್ಯಾಯವಾಗಿ ಹಣ ಕಳೆದುಕೊಳ್ಳುವಿರಿ, ತಾಳ್ಮೆ ಅಗತ್ಯ, ಸ್ನೇಹ ವೃದ್ಧಿ, ಹಿತ ಶತ್ರು ಬಾಧೆ.: [617, 1945, 806, 1975]
- headache-headline: ತಲೆನೋವಿನಿಂದ ಮುಕ್ತಿ ಪಡೆಯುವುದು ಹೇಗೆ?: [10, 728, 701, 788]
- afridi-headline-l1: ಶಾಹಿದ್ ಅಫ್ರಿದಿ, ಸೋನಾಲಿ ಬೇಂದ್ರೆ: [1178, 247, 1441, 274]
- zodiac-icon: ♉: [11, 2185, 70, 2243]
- ingredients-label-l2: ಸಾಮಗ್ರಿ: [46, 638, 95, 662]
- zodiac-text: [78, 2104, 264, 2175]
- zodiac-icon: ♏: [275, 2248, 333, 2306]
- zodiac-prediction: ವಿದ್ಯಾಭ್ಯಾಸದಲ್ಲಿ ಪ್ರಗತಿ, ಕೆಲಸದಲ್ಲಿ ಒತ್ತಡ, ಮನೆಯಲ್ಲಿ ಸಂತಸ.: [617, 2021, 796, 2051]
- airtel-col-2: ಉತ್ತರ ಪ್ರದೇಶ ಸ್ಪಾಮ್ ಕರೆಗಳನ್ನು ಸ್ವೀಕರಿಸುವ ನಂತರದ ರಾಜ್ಯಗಳಾಗಿವೆ. ಗರಿಷ್ಠ ಸ್ಪಾಮ್ ಕರೆಗಳ ಮೂಲವು ಮೊದಲು ದೆಹಲಿ, ನಂತರ ಮುಂಬೈ ಮತ್ತು ಕರ್ನಾಟಕದಲ್ಲಿ ಎಂದೂ ಸಹ ಗಮನಿಸಲಾಗಿದೆ. ಏಐ ಸ್ವಿಚ್‌ಗಳ ಆಧಾರದ ಮೇಲೆ ಸಂದೇಶಗಳ ವಿಷಯದಲ್ಲಿ, ಮೊದಲು ಗುಜರಾತ್, ನಂತರ ಕೋಲ್ಕತಾ ಮತ್ತು ಉತ್ತರ ಪ್ರದೇಶದಿಂದ ಹೆಚ್ಚಿನ ಸ್ಪಾಮ್ ಸಂದೇಶಗಳನ್ನು ಕಳುಹಿಸಲಾಗಿದೆ. ಮತ್ತು ಮುಂಬೈ, ಚೆನ್ನೈ, ಹಾಗೂ ಗುಜರಾತ್ ಸರ್ಕಲ್‌ಗಳಲ್ಲಿನ ಗ್ರಾಹಕರು ಸ್ಪಾಮ್ ಕರೆಗಳಿಗೆ ಗುರಿಯಾಗುತ್ತಿದ್ದಾರೆ. ಇತ್ತೀಚಿನ ಪ್ರವೃತ್ತಿಗಳ ಪ್ರಕಾರ, ಎಲ್ಲಾ ಸ್ಪಾಮ್ ಕರೆಗಳ ಶೇಕಡಾ 76% ರಷ್ಟು ಸ್ಪಾಮ್ ಕರೆಗಳು ಪುರುಷ ಗ್ರಾಹಕರನ್ನು ಗುರಿಯಾಗಿಸಿವೆ. ಜೊತೆಗೆ, ವಯಸ್ಸಿನ ಆಧಾರದ ಮೇಲೆ ಸ್ಪಾಮ್ ಕರೆಗಳ ಅವಶ್ಯಕತೆಯಲ್ಲಿಯೂ ಗಮನಾರ್ಹ ವ್ಯತ್ಯಾಸಗಳು ಕಾಣಿಸುತ್ತಿವೆ. 36-60 ವಯಸ್ಸಿನ ಗ್ರಾಹಕರು ಶೇಕಡಾ 48% ರಷ್ಟು ಸ್ಪಾಮ್ ಕರೆಗಳನ್ನು ಸ್ವೀಕರಿಸುತ್ತಾರೆ, 26-35 ವಯೋಮಾನದವರು ಎಲ್ಲಾ ಕರೆಗಳ ಶೇಕಡಾ 26% ರಷ್ಟು ಸ್ಪಾಮ್ ಕರೆಗಳನ್ನು ಸ್ವೀಕರಿಸುತ್ತಾರೆ. ಈ ವಯೋಮಿತಿಯವರು ಎರಡನೇ ಅತ್ಯಧಿಕ ಪ್ರಮಾಣದ ಸ್ಪಾಮ್ ಕರೆಗಳನ್ನು ಸ್ವೀಕರಿಸುವವರಾಗಿದ್ದಾರೆ.: [1063, 19, 1506, 191]
- human-rights-col-3: ಇದರ ವ್ಯಾಪ್ತಿಯಲ್ಲಿ ಒಬ್ಬ ಪ್ರತಿಯೊಬ್ಬ ಮನುಷ್ಯನ ಹಕ್ಕುಗಳು ಮತ್ತು ಸ್ವಾತಂತ್ರ್ಯಗಳನ್ನು ರಕ್ಷಿಸಲಾಗುತ್ತದೆ. ಡಿಸೆಂಬರ್ 10 ರಂದು ವಿಶ್ವಸಂಸ್ಥೆಯ ಸಾಮಾನ್ಯ ಸಭೆಯು ಮಾನವ ಹಕ್ಕುಗಳ ಸಾರ್ವತ್ರಿಕ ಘೋಷಣೆಯನ್ನು ಅಂಗೀಕರಿಸಿತು. 1948 ರಲ್ಲಿ ಇದು ಅಂಗೀಕಾರಗೊಂಡಿತು. ಅಂದಿನಿಂದ ಡಿಸೆಂಬರ್ 10 ರಂದು ಮಾನವ ಹಕ್ಕುಗಳ ದಿನವನ್ನು ಆಚರಿಸಲಾಗುತ್ತದೆ. ಯಾವುದೇ ಧರ್ಮ, ಜಾತಿ, ಲಿಂಗ, ಜನಾಂಗ, ಬಣ್ಣ, ಭಾಷೆ, ರಾಷ್ಟ್ರೀಯತೆ ಇತ್ಯಾದಿಗಳ ಆಧಾರದ ಮೇಲೆ ತಾರತಮ್ಯ ಮಾಡಬಾರದು. ಸ್ವಾತಂತ್ರ್ಯ, ಸಮಾನತೆ ಮತ್ತು ಘನತೆಯಿಂದ ಬದುಕುವ ಹಕ್ಕು ಎಲ್ಲರಿಗೂ ಇದೆ.: [1292, 1940, 1513, 2112]
- rava-headline: ರವೆ ಉಂಡೆ: [10, 235, 460, 285]
- airtel-headline-l2: ಬಿಡುಗಡೆಗೊಳಿಸಿದ: [855, 65, 1011, 97]
- zodiac-text: [617, 2020, 819, 2091]
- astrologer-phone: ಮೊಬೈಲ್: 9964739507: [87, 1994, 195, 2006]
- zodiac-icon: ♓: [550, 2172, 609, 2230]
- zodiac-text: [341, 2172, 544, 2243]
- zodiac-icon: ♒: [550, 2096, 609, 2154]
- skin-col-1: ಪ್ರತಿಯೊಬ್ಬರೂ ವಿಭಿನ್ನ ಚರ್ಮದ ಪ್ರಕಾರ ಹೊಂದಿರುತ್ತಾರೆ ಮತ್ತು ಅದಕ್ಕೆ ತಕ್ಕಂತೆ ವಿಭಿನ್ನ ಚರ್ಮದ ಕಾಳಜಿಯು ಅಗತ್ಯವಾಗುತ್ತದೆ. ನಿಮ್ಮ ಚರ್ಮದ ಪ್ರಕಾರವನ್ನು ಅಂದರೆ, ಆಯಿಲಿ ಸ್ಕಿನ್, ಡ್ರೈ ಸ್ಕಿನ್, ಸೆನ್ಸಿಟಿವ್ ಚರ್ಮ, ನಾರ್ಮಲ್ ಚರ್ಮ, ಮೊಡವೆ ಪೀಡಿತ ಚರ್ಮ, ರೊಸಾಸಿಯಾ-ಪೀಡಿತ ಚರ್ಮ ಹೀಗೆ ಬಹುವಿಧದ ಒಂದೊಂದು ರೀತಿ ಚರ್ಮದ ಪ್ರಕಾರ ಹೊಂದಿರುತ್ತಾರೆ. ಈ ಚರ್ಮಕ್ಕೆ ಅನುಗುಣವಾಗಿ ನಿಮ್ಮ ಪ್ರತಿನಿತ್ಯದ ಆರೈಕೆ ಇರಬೇಕು. ಮುಖದ ಸ್ವಚ್ಛತೆ ನಿಮ್ಮ ಮೊದಲ ಆದ್ಯತೆಯಾಗಿರಲಿ. ಕ್ಲೆನ್ಸರ್‌ಗಳು ಮೇಕಪ್, ಧೂಳು, ಎಣ್ಣೆ ಮತ್ತು ಇತರ ಕಲ್ಮಶಗಳನ್ನು ತೆಗೆದುಹಾಕಲು ಸಹಾಯ ಮಾಡುತ್ತದೆ. ಎಕ್ಸ್‌ಫೋಲಿಯೇಶನ್ ಚರ್ಮದ ಸತ್ತ ಜೀವಕೋಶಗಳನ್ನು ತೆಗೆದುಹಾಕುತ್ತದೆ. ಮಾಯಿಶ್ಚರೈಸರ್ ಚರ್ಮವನ್ನು ಹೈಡ್ರೇಟ್ ಆಗಿಡಲು ಸಹಕರಿಸುತ್ತದೆ. ಸನ್‌ಸ್ಕ್ರೀನ್ ಸೂರ್ಯನ ಹಾನಿಕಾರಕ ಕಿರಣಗಳಿಂದ ರಕ್ಷಿಸುತ್ತದೆ.: [16, 1482, 256, 1706]
- airtel-article: [320, 10, 1514, 212]
- human-rights-headline-l2: ಹಕ್ಕುಗಳ ದಿನ: [1078, 1999, 1228, 2041]
- health-badge-l2: ಟಿಪ್ಸ್: [347, 1149, 380, 1171]
- masthead: [11, 0, 311, 225]
- actress-photo: [704, 235, 1101, 1068]
- human-rights-col-2: ಭೂಮಿಯ ಮೇಲಿರುವ ಪ್ರತಿಯೊಬ್ಬ ಮನುಷ್ಯನಿಗೆ ಮುಖ್ಯವಾಗಿ ಬೇಕಾಗಿರುವುದು ಮಾನವ ಹಕ್ಕುಗಳು. ಯಾವುದೇ ಭೇದಭಾವವಿಲ್ಲದೆ ಪ್ರತಿಯೊಬ್ಬರೂ ಈ ಹಕ್ಕುಗಳನ್ನು ಅನುಭವಿಸಬೇಕು.: [1021, 2240, 1285, 2288]
- human-rights-headline-l1: ವಿಶ್ವ ಮಾನವ: [1078, 1952, 1228, 1993]
- zodiac-text: [617, 2172, 819, 2243]
- headache-photo: [193, 804, 667, 1118]
- zodiac-name: ಕನ್ಯಾ:: [341, 2097, 367, 2110]
- zodiac-icon: ♎: [275, 2172, 333, 2230]
- zodiac-name: ಸಿಂಹ:: [341, 2021, 369, 2034]
- section-word-2: ಟಿಪ್ಸ್: [192, 134, 276, 180]
